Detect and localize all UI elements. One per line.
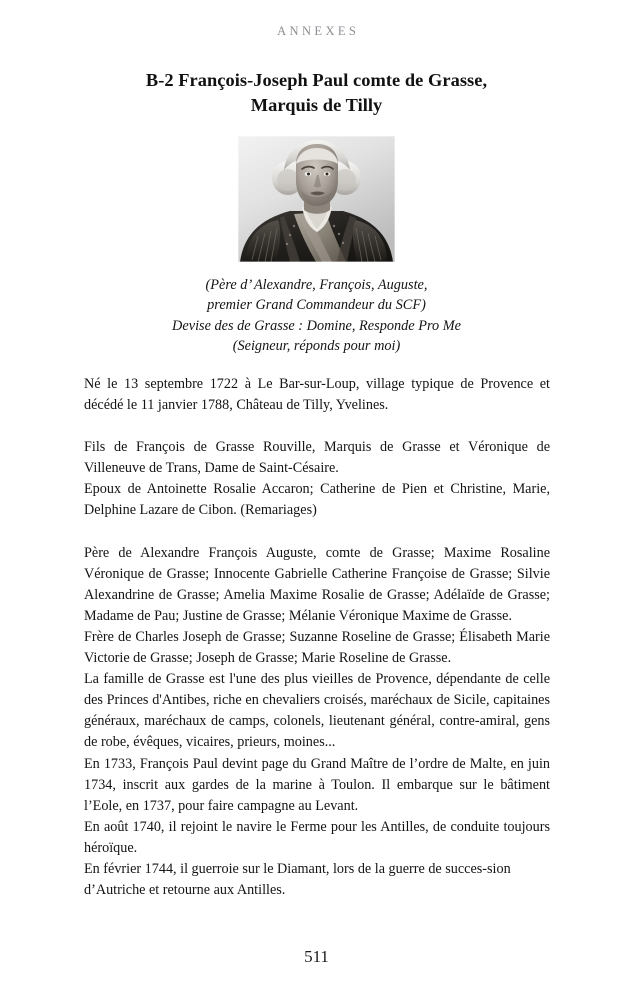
portrait-image xyxy=(238,136,395,262)
caption-line-4: (Seigneur, réponds pour moi) xyxy=(232,338,401,355)
paragraph-birth-death: Né le 13 septembre 1722 à Le Bar-sur-Loup, village typique de Provence et décédé le 11 janvier 1788, Château de Tilly, Yvelines. xyxy=(84,376,550,414)
caption-line-2: premier Grand Commandeur du SCF) xyxy=(207,297,426,314)
body-text-column xyxy=(84,374,550,901)
caption-line-1: (Père d’ Alexandre, François, Auguste, xyxy=(205,277,428,293)
paragraph-diamant-1744: En février 1744, il guerroie sur le Diamant, lors de la guerre de succes-sion d’Autriche et retourne aux Antilles. xyxy=(84,860,511,899)
paragraph-family-history: La famille de Grasse est l'une des plus vieilles de Provence, dépendante de celle des Princes d'Antibes, riche en chevaliers croisés, maréchaux de Sicile, capitaines généraux, maréchaux de camps, colonels, lieutenant général, contre-amiral, gens de robe, évêques, vicaires, prieurs, moines... xyxy=(84,671,550,751)
paragraph-spacer xyxy=(84,522,550,543)
paragraph-malta-1733: En 1733, François Paul devint page du Grand Maître de l’ordre de Malte, en juin 1734, inscrit aux gardes de la marine à Toulon. Il embarque sur le bâtiment l’Eole, en 1737, pour faire campagne au Levant. xyxy=(84,755,550,814)
caption-line-3: Devise des de Grasse : Domine, Responde Pro Me xyxy=(172,317,461,334)
paragraph-antilles-1740: En août 1740, il rejoint le navire le Ferme pour les Antilles, de conduite toujours héroïque. xyxy=(84,818,550,856)
paragraph-parents: Fils de François de Grasse Rouville, Marquis de Grasse et Véronique de Villeneuve de Trans, Dame de Saint-Césaire. xyxy=(84,439,550,477)
page-title xyxy=(0,39,633,118)
page-title-line-1: B-2 François-Joseph Paul comte de Grasse, xyxy=(145,70,488,90)
page-title-line-2: Marquis de Tilly xyxy=(250,95,383,115)
paragraph-spacer xyxy=(84,416,550,437)
paragraph-siblings: Frère de Charles Joseph de Grasse; Suzanne Roseline de Grasse; Élisabeth Marie Victorie de Grasse; Joseph de Grasse; Marie Roseline de Grasse. xyxy=(84,628,550,667)
page-number: 511 xyxy=(304,947,329,966)
portrait-figure xyxy=(0,136,633,262)
paragraph-spouses: Epoux de Antoinette Rosalie Accaron; Catherine de Pien et Christine, Marie, Delphine Lazare de Cibon. (Remariages) xyxy=(84,481,550,519)
portrait-caption xyxy=(0,262,633,357)
portrait-engraving-icon xyxy=(238,136,395,262)
running-head: ANNEXES xyxy=(277,24,360,38)
paragraph-children: Père de Alexandre François Auguste, comte de Grasse; Maxime Rosaline Véronique de Grasse; Innocente Gabrielle Catherine Françoise de Grasse; Silvie Alexandrine de Grasse; Amelia Maxime Rosalie de Grasse; Adélaïde de Grasse; Madame de Pau; Justine de Grasse; Mélanie Véronique Maxime de Grasse. xyxy=(84,544,550,624)
